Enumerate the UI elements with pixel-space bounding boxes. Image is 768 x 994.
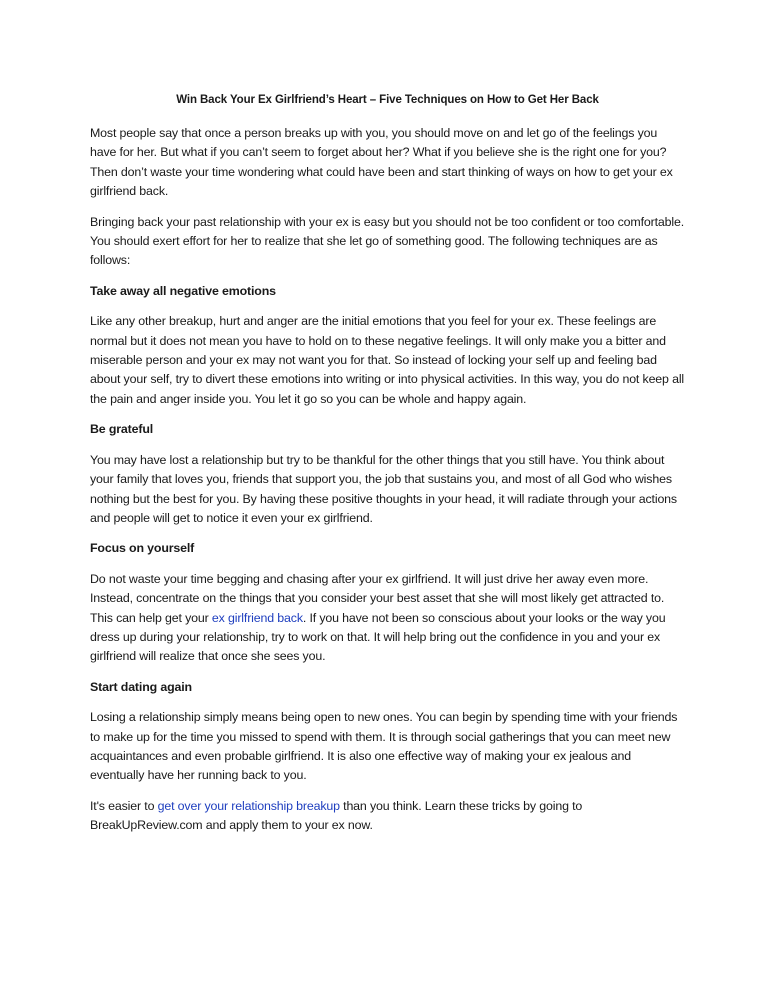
section-heading-start-dating: Start dating again	[90, 679, 192, 694]
section-body-focus-on-yourself	[90, 570, 685, 667]
section-body-start-dating: Losing a relationship simply means being open to new ones. You can begin by spending time with your friends to make up for the time you missed to spend with them. It is through social gatherings that you can meet new acquaintances and even probable girlfriend. It is also one effective way of making your ex jealous and eventually have her running back to you.	[90, 710, 678, 783]
focus-text-before-link: Do not waste your time begging and chasing after your ex girlfriend. It will just drive her away even more. Instead, concentrate on the things that you consider your best asset that she will most likely get attracted to. This can help get your	[90, 571, 665, 625]
intro-paragraph-1: Most people say that once a person breaks up with you, you should move on and let go of the feelings you have for her. But what if you can’t seem to forget about her? What if you believe she is the right one for you? Then don’t waste your time wondering what could have been and start thinking of ways on how to get your ex girlfriend back.	[90, 126, 673, 199]
closing-paragraph	[90, 797, 685, 836]
document-page	[90, 93, 685, 847]
ex-girlfriend-back-link[interactable]: ex girlfriend back	[211, 610, 303, 625]
section-heading-be-grateful: Be grateful	[90, 422, 154, 437]
closing-text-before-link: It's easier to	[90, 798, 158, 813]
relationship-breakup-link[interactable]: get over your relationship breakup	[157, 798, 340, 813]
section-heading-focus-on-yourself: Focus on yourself	[90, 541, 195, 556]
focus-text-after-link: . If you have not been so conscious about your looks or the way you dress up during your relationship, try to work on that. It will help bring out the confidence in you and your ex girlfriend will realize that once she sees you.	[90, 610, 666, 664]
section-body-be-grateful: You may have lost a relationship but try to be thankful for the other things that you still have. You think about your family that loves you, friends that support you, the job that sustains you, and most of all God who wishes nothing but the best for you. By having these positive thoughts in your head, it will radiate through your actions and people will get to notice it even your ex girlfriend.	[90, 452, 677, 525]
closing-text-after-link: than you think. Learn these tricks by going to BreakUpReview.com and apply them to your ex now.	[90, 798, 583, 833]
section-heading-negative-emotions: Take away all negative emotions	[90, 283, 276, 298]
section-body-negative-emotions: Like any other breakup, hurt and anger are the initial emotions that you feel for your ex. These feelings are normal but it does not mean you have to hold on to these negative feelings. It will only make you a bitter and miserable person and your ex may not want you for that. So instead of locking your self up and feeling bad about your self, try to divert these emotions into writing or into physical activities. In this way, you do not keep all the pain and anger inside you. You let it go so you can be whole and happy again.	[90, 314, 685, 406]
document-title: Win Back Your Ex Girlfriend’s Heart – Five Techniques on How to Get Her Back	[176, 94, 599, 106]
intro-paragraph-2: Bringing back your past relationship with your ex is easy but you should not be too confident or too comfortable. You should exert effort for her to realize that she let go of something good. The following techniques are as follows:	[90, 214, 684, 268]
